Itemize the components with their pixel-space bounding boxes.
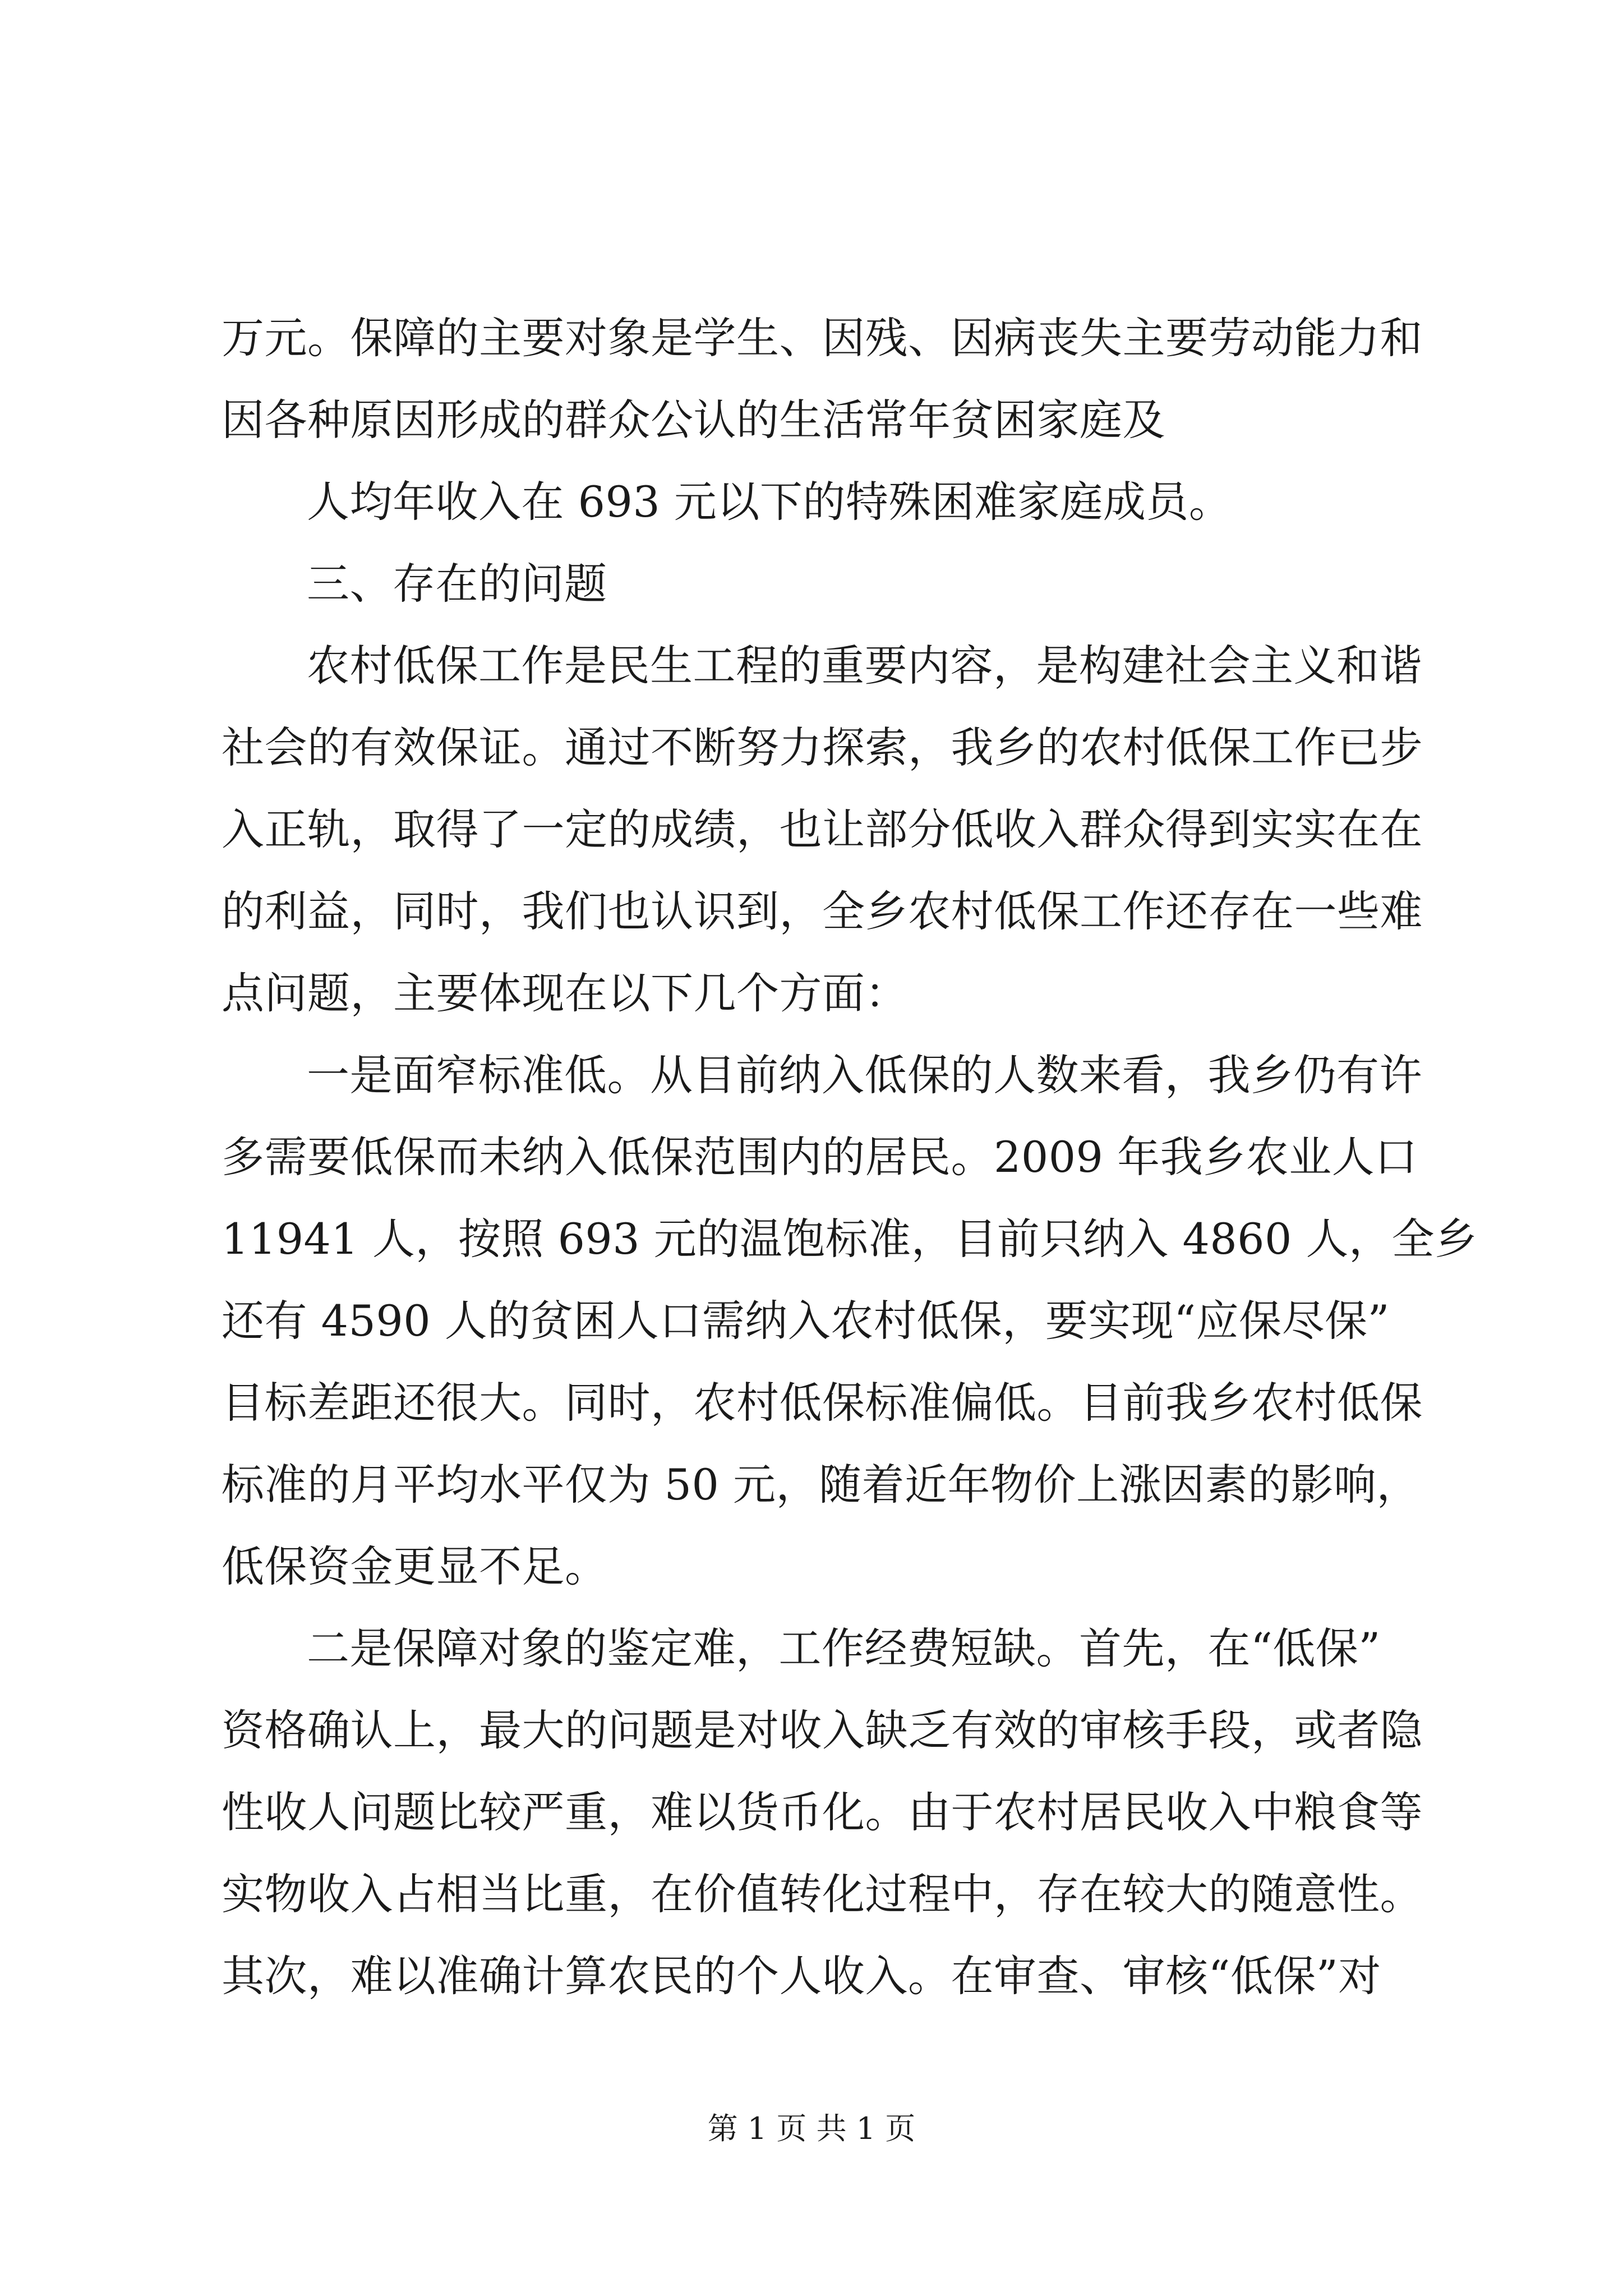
section-heading: 三、存在的问题 xyxy=(307,559,607,609)
text-line-8: 的利益，同时，我们也认识到，全乡农村低保工作还存在一些难 xyxy=(222,886,1423,936)
text-line-16: 低保资金更显不足。 xyxy=(222,1542,608,1591)
text-line-18: 资格确认上，最大的问题是对收入缺乏有效的审核手段，或者隐 xyxy=(222,1705,1423,1755)
text-line-9: 点问题，主要体现在以下几个方面： xyxy=(222,968,908,1018)
text-line-1: 万元。保障的主要对象是学生、因残、因病丧失主要劳动能力和 xyxy=(222,313,1423,363)
text-line-21: 其次，难以准确计算农民的个人收入。在审查、审核“低保”对 xyxy=(222,1951,1381,2001)
page-footer xyxy=(0,2109,1623,2148)
text-line-11: 多需要低保而未纳入低保范围内的居民。2009 年我乡农业人口 xyxy=(222,1132,1418,1182)
text-line-15: 标准的月平均水平仅为 50 元，随着近年物价上涨因素的影响， xyxy=(222,1460,1420,1510)
text-line-17: 二是保障对象的鉴定难，工作经费短缺。首先，在“低保” xyxy=(307,1623,1381,1673)
text-line-6: 社会的有效保证。通过不断努力探索，我乡的农村低保工作已步 xyxy=(222,723,1423,772)
text-line-12: 11941 人，按照 693 元的温饱标准，目前只纳入 4860 人，全乡 xyxy=(222,1214,1478,1264)
text-line-20: 实物收入占相当比重，在价值转化过程中，存在较大的随意性。 xyxy=(222,1869,1423,1919)
text-line-14: 目标差距还很大。同时，农村低保标准偏低。目前我乡农村低保 xyxy=(222,1378,1423,1428)
text-line-7: 入正轨，取得了一定的成绩，也让部分低收入群众得到实实在在 xyxy=(222,804,1423,854)
text-line-13: 还有 4590 人的贫困人口需纳入农村低保，要实现“应保尽保” xyxy=(222,1296,1390,1346)
text-line-10: 一是面窄标准低。从目前纳入低保的人数来看，我乡仍有许 xyxy=(307,1050,1422,1100)
text-line-5: 农村低保工作是民生工程的重要内容，是构建社会主义和谐 xyxy=(307,641,1422,691)
text-line-2: 因各种原因形成的群众公认的生活常年贫困家庭及 xyxy=(222,395,1165,445)
document-body xyxy=(222,297,1478,2017)
text-line-3: 人均年收入在 693 元以下的特殊困难家庭成员。 xyxy=(307,477,1232,527)
text-line-19: 性收人问题比较严重，难以货币化。由于农村居民收入中粮食等 xyxy=(222,1787,1423,1837)
page-number-label: 第 1 页 共 1 页 xyxy=(707,2111,916,2146)
